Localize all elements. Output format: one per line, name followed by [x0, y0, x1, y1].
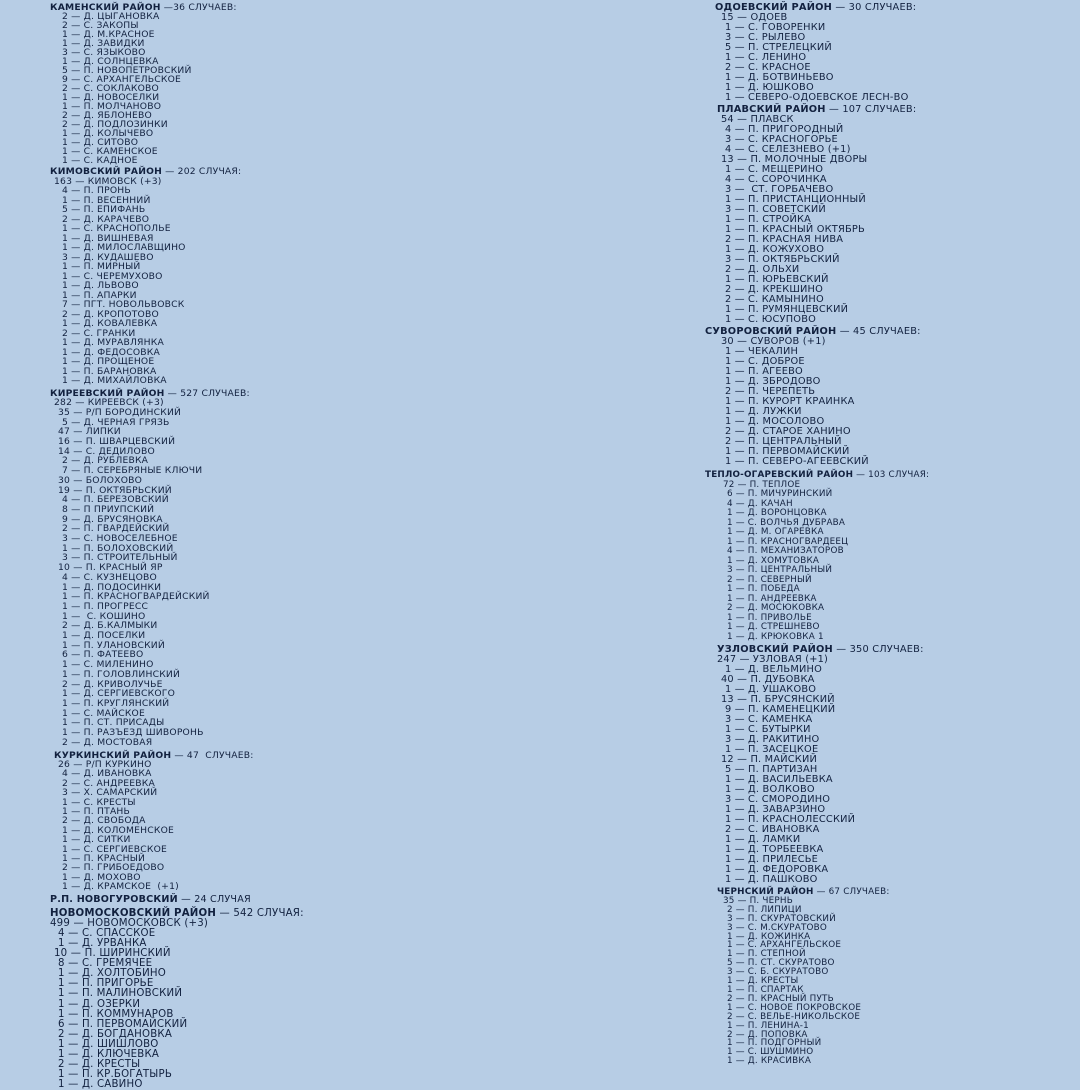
locality-line: 4 — Д. ИВАНОВКА — [62, 768, 152, 780]
locality-line: 1 — Д. ПРОЩЕНОЕ — [62, 356, 155, 367]
locality-line: 1 — Д. ПОСЕЛКИ — [62, 630, 146, 642]
locality-line: 2 — П. КРАСНАЯ НИВА — [725, 234, 844, 245]
locality-line: 1 — С. АРХАНГЕЛЬСКОЕ — [727, 940, 842, 951]
district-total: — 103 СЛУЧАЯ: — [853, 470, 930, 480]
locality-line: 3 — С. СМОРОДИНО — [725, 794, 831, 805]
locality-line: 3 — СТ. ГОРБАЧЕВО — [725, 184, 834, 195]
locality-line: 30 — СУВОРОВ (+1) — [721, 336, 826, 347]
locality-line: 1 — П. КРАСНОГВАРДЕЕЦ — [727, 536, 849, 547]
district-section — [705, 645, 1075, 885]
locality-line: 1 — С. МЕЩЕРИНО — [725, 164, 824, 175]
locality-line: 1 — Д. КЛЮЧЕВКА — [58, 1048, 160, 1060]
locality-line: 1 — Д. ХОМУТОВКА — [727, 555, 820, 566]
locality-line: 1 — Д. ЗБРОДОВО — [725, 376, 821, 387]
locality-line: 1 — Д. СЕРГИЕВСКОГО — [62, 688, 176, 700]
locality-line: 1 — Д. ФЕДОСОВКА — [62, 346, 160, 358]
district-section — [50, 167, 510, 386]
district-total: — 24 СЛУЧАЯ — [177, 893, 251, 905]
district-name: КИМОВСКИЙ РАЙОН — [50, 166, 163, 177]
locality-line: 2 — П. ЦЕНТРАЛЬНЫЙ — [725, 436, 842, 447]
locality-line: 1 — П. РАЗЪЕЗД ШИВОРОНЬ — [62, 727, 204, 739]
locality-line: 1 — С. КАДНОЕ — [62, 155, 138, 166]
locality-line: 5 — П. СТРЕЛЕЦКИЙ — [725, 42, 832, 53]
locality-line: 1 — П. КРАСНЫЙ ОКТЯБРЬ — [725, 224, 865, 235]
locality-line: 2 — Д. КРЕСТЫ — [58, 1058, 141, 1070]
district-total: — 30 СЛУЧАЕВ: — [832, 2, 917, 13]
locality-line: 1 — П. ПРИСТАНЦИОННЫЙ — [725, 194, 866, 205]
locality-line: 2 — Д. КАРАЧЕВО — [62, 213, 150, 225]
locality-line: 2 — Д. КРОПОТОВО — [62, 308, 159, 320]
locality-line: 1 — Д. ВИШНЕВАЯ — [62, 232, 154, 244]
locality-line: 5 — Д. ЧЕРНАЯ ГРЯЗЬ — [62, 416, 170, 428]
locality-line: 1 — Д. МОХОВО — [62, 871, 141, 883]
district-section — [50, 751, 510, 892]
district-name: КАМЕНСКИЙ РАЙОН — [50, 2, 161, 13]
locality-line: 1 — Д. ШИШЛОВО — [58, 1038, 159, 1050]
locality-line: 1 — Д. М. ОГАРЕВКА — [727, 527, 824, 537]
district-section — [50, 389, 510, 748]
locality-line: 1 — С. КАМЕНСКОЕ — [62, 146, 158, 157]
locality-line: 72 — П. ТЕПЛОЕ — [723, 479, 801, 490]
locality-line: 47 — ЛИПКИ — [58, 426, 121, 438]
locality-line: 2 — Д. КРЕКШИНО — [725, 284, 824, 295]
locality-line: 1 — С. ЧЕРЕМУХОВО — [62, 270, 163, 282]
locality-line: 12 — П. МАЙСКИЙ — [721, 754, 818, 765]
district-section — [705, 3, 1075, 103]
locality-line: 1 — СЕВЕРО-ОДОЕВСКОЕ ЛЕСН-ВО — [725, 92, 909, 103]
locality-line: 1 — Д. ТОРБЕЕВКА — [725, 844, 824, 855]
locality-line: 4 — П. БЕРЕЗОВСКИЙ — [62, 494, 169, 506]
district-total: — 45 СЛУЧАЕВ: — [836, 326, 921, 337]
district-total: —36 СЛУЧАЕВ: — [160, 2, 237, 13]
locality-line: 1 — С. ЛЕНИНО — [725, 52, 807, 63]
locality-line: 1 — П. СПАРТАК — [727, 984, 804, 995]
district-name: ТЕПЛО-ОГАРЕВСКИЙ РАЙОН — [705, 470, 854, 480]
locality-line: 1 — С. МИЛЕНИНО — [62, 659, 154, 671]
district-section — [705, 327, 1075, 467]
locality-line: 1 — Д. КОЛЫЧЕВО — [62, 128, 154, 139]
locality-line: 1 — С. ШУШМИНО — [727, 1047, 814, 1058]
locality-line: 6 — П. МИЧУРИНСКИЙ — [727, 489, 833, 499]
district-name: УЗЛОВСКИЙ РАЙОН — [717, 644, 833, 655]
locality-line: 1 — Д. КОЖУХОВО — [725, 244, 825, 255]
locality-line: 3 — С. М.СКУРАТОВО — [727, 922, 828, 933]
locality-line: 4 — П. ПРОНЬ — [62, 185, 131, 196]
locality-line: 1 — П. ПЕРВОМАЙСКИЙ — [725, 446, 850, 457]
locality-line: 3 — С. Б. СКУРАТОВО — [727, 967, 829, 978]
locality-line: 1 — Д. ПАШКОВО — [725, 874, 818, 885]
locality-line: 1 — Д. ЗАВИДКИ — [62, 38, 145, 49]
locality-line: 2 — П. СЕВЕРНЫЙ — [727, 574, 812, 585]
locality-line: 1 — П. ГОЛОВЛИНСКИЙ — [62, 668, 181, 680]
locality-line: 1 — П. ПРИВОЛЬЕ — [727, 612, 812, 623]
locality-line: 1 — П. КРУГЛЯНСКИЙ — [62, 698, 170, 709]
locality-line: 1 — П. АНДРЕЕВКА — [727, 593, 817, 604]
locality-line: 5 — П. ПАРТИЗАН — [725, 764, 818, 775]
locality-line: 1 — Д. КОЖИНКА — [727, 931, 811, 942]
district-name: КУРКИНСКИЙ РАЙОН — [54, 749, 172, 761]
locality-line: 1 — Д. ПОДОСИНКИ — [62, 581, 162, 593]
locality-line: 1 — П. ВЕСЕННИЙ — [62, 194, 151, 206]
locality-line: 8 — С. ГРЕМЯЧЕЕ — [58, 958, 153, 970]
locality-line: 4 — П. ПРИГОРОДНЫЙ — [725, 124, 844, 135]
locality-line: 4 — С. СПАССКОЕ — [58, 928, 156, 940]
district-total: — 527 СЛУЧАЕВ: — [164, 387, 250, 399]
locality-line: 1 — Д. ВАСИЛЬЕВКА — [725, 774, 833, 785]
locality-line: 1 — П. МАЛИНОВСКИЙ — [58, 988, 183, 1000]
locality-line: 10 — П. ШИРИНСКИЙ — [54, 948, 171, 960]
locality-line: 3 — С. КРАСНОГОРЬЕ — [725, 134, 838, 145]
locality-line: 3 — П. СОВЕТСКИЙ — [725, 204, 826, 215]
locality-line: 1 — Д. СИТКИ — [62, 834, 131, 846]
locality-line: 1 — Д. КРАСИВКА — [727, 1056, 812, 1067]
locality-line: 13 — П. МОЛОЧНЫЕ ДВОРЫ — [721, 154, 868, 165]
locality-line: 1 — П. АГЕЕВО — [725, 366, 803, 377]
locality-line: 2 — П. ГРИБОЕДОВО — [62, 862, 165, 874]
locality-line: 1 — Д. СОЛНЦЕВКА — [62, 56, 159, 67]
locality-line: 3 — Д. КУДАШЕВО — [62, 251, 154, 263]
locality-line: 3 — Х. САМАРСКИЙ — [62, 787, 158, 799]
locality-line: 1 — П. МОЛЧАНОВО — [62, 101, 162, 112]
locality-line: 4 — С. СЕЛЕЗНЕВО (+1) — [725, 144, 851, 155]
district-section — [705, 471, 1075, 642]
locality-line: 3 — С. КАМЕНКА — [725, 714, 813, 725]
district-name: ЧЕРНСКИЙ РАЙОН — [717, 887, 814, 897]
locality-line: 1 — П. АПАРКИ — [62, 289, 137, 301]
locality-line: 4 — П. МЕХАНИЗАТОРОВ — [727, 546, 844, 556]
district-total: — 107 СЛУЧАЕВ: — [825, 104, 917, 115]
district-name: Р.П. НОВОГУРОВСКИЙ — [50, 893, 178, 905]
locality-line: 26 — Р/П КУРКИНО — [58, 758, 152, 770]
locality-line: 1 — П. КРАСНЫЙ — [62, 852, 146, 864]
locality-line: 1 — Д. КРЕСТЫ — [727, 976, 799, 987]
locality-line: 1 — Д. МУРАВЛЯНКА — [62, 337, 164, 348]
locality-line: 2 — П. ЧЕРЕПЕТЬ — [725, 386, 816, 397]
locality-line: 2 — С. АНДРЕЕВКА — [62, 777, 155, 789]
district-name: ОДОЕВСКИЙ РАЙОН — [715, 2, 833, 13]
locality-line: 1 — П. ПРОГРЕСС — [62, 600, 149, 612]
locality-line: 1 — Д. БОТВИНЬЕВО — [725, 72, 834, 83]
locality-line: 1 — Д. ФЕДОРОВКА — [725, 864, 829, 875]
locality-line: 4 — С. КУЗНЕЦОВО — [62, 571, 157, 583]
locality-line: 1 — Д. ВОЛКОВО — [725, 784, 815, 795]
locality-line: 1 — С. КРАСНОПОЛЬЕ — [62, 223, 171, 234]
locality-line: 2 — С. СОКЛАКОВО — [62, 83, 159, 94]
locality-line: 2 — Д. ЦЫГАНОВКА — [62, 11, 160, 22]
district-section — [705, 888, 1075, 1066]
locality-line: 1 — Д. ЗАВАРЗИНО — [725, 804, 826, 815]
district-total: — 542 СЛУЧАЯ: — [216, 908, 304, 920]
locality-line: 1 — П. КР.БОГАТЫРЬ — [58, 1068, 173, 1080]
locality-line: 1 — П. РУМЯНЦЕВСКИЙ — [725, 304, 849, 315]
locality-line: 1 — С. БУТЫРКИ — [725, 724, 811, 735]
locality-line: 2 — Д. СВОБОДА — [62, 815, 146, 827]
locality-line: 1 — Д. М.КРАСНОЕ — [62, 29, 155, 40]
locality-line: 6 — П. ПЕРВОМАЙСКИЙ — [58, 1018, 188, 1030]
locality-line: 1 — С. ДОБРОЕ — [725, 356, 805, 367]
locality-line: 2 — Д. ОЛЬХИ — [725, 264, 800, 275]
locality-line: 7 — П. СЕРЕБРЯНЫЕ КЛЮЧИ — [62, 465, 203, 477]
locality-line: 5 — П. ЕПИФАНЬ — [62, 204, 146, 215]
left-column — [50, 3, 510, 1090]
locality-line: 1 — Д. МИЛОСЛАВЩИНО — [62, 242, 186, 253]
locality-line: 247 — УЗЛОВАЯ (+1) — [717, 654, 829, 665]
locality-line: 30 — БОЛОХОВО — [58, 474, 143, 486]
locality-line: 3 — П. СКУРАТОВСКИЙ — [727, 913, 836, 924]
locality-line: 1 — П. ЮРЬЕВСКИЙ — [725, 274, 829, 285]
locality-line: 9 — П. КАМЕНЕЦКИЙ — [725, 704, 836, 715]
locality-line: 1 — П. БАРАНОВКА — [62, 365, 157, 377]
locality-line: 2 — Д. КРИВОЛУЧЬЕ — [62, 678, 163, 690]
district-section — [50, 3, 510, 165]
locality-line: 1 — Д. САВИНО — [58, 1078, 143, 1090]
locality-line: 2 — С. КАМЫНИНО — [725, 294, 824, 305]
locality-line: 2 — С. ИВАНОВКА — [725, 824, 820, 835]
locality-line: 1 — Д. КОЛОМЕНСКОЕ — [62, 824, 175, 836]
locality-line: 2 — Д. ЯБЛОНЕВО — [62, 110, 152, 121]
locality-line: 1 — Д. ВОРОНЦОВКА — [727, 508, 827, 518]
locality-line: 282 — КИРЕЕВСК (+3) — [54, 397, 164, 409]
district-total: — 67 СЛУЧАЕВ: — [813, 887, 890, 897]
right-column — [705, 3, 1075, 1066]
locality-line: 1 — Д. МОСОЛОВО — [725, 416, 825, 427]
district-name: ПЛАВСКИЙ РАЙОН — [717, 104, 826, 115]
locality-line: 2 — Д. МОСТОВАЯ — [62, 736, 153, 748]
district-total: — 47 СЛУЧАЕВ: — [171, 749, 254, 761]
locality-line: 1 — П. СТ. ПРИСАДЫ — [62, 717, 165, 729]
locality-line: 1 — П. ЗАСЕЦКОЕ — [725, 744, 819, 755]
locality-line: 1 — П. ЛЕНИНА-1 — [727, 1020, 809, 1031]
locality-line: 1 — Д. НОВОСЕЛКИ — [62, 92, 160, 103]
locality-line: 1 — Д. ЛАМКИ — [725, 834, 801, 845]
locality-line: 3 — С. РЫЛЕВО — [725, 32, 806, 43]
locality-line: 9 — Д. БРУСЯНОВКА — [62, 513, 163, 525]
locality-line: 163 — КИМОВСК (+3) — [54, 175, 162, 187]
locality-line: 1 — Д. ХОЛТОБИНО — [58, 968, 166, 980]
locality-line: 1 — С. НОВОЕ ПОКРОВСКОЕ — [727, 1002, 862, 1013]
locality-line: 1 — Д. ОЗЕРКИ — [58, 998, 141, 1010]
locality-line: 9 — С. АРХАНГЕЛЬСКОЕ — [62, 74, 182, 85]
locality-line: 3 — П. ОКТЯБРЬСКИЙ — [725, 254, 840, 265]
locality-line: 1 — П. МИРНЫЙ — [62, 261, 141, 272]
locality-line: 1 — Д. МИХАЙЛОВКА — [62, 375, 167, 386]
locality-line: 2 — С. КРАСНОЕ — [725, 62, 811, 73]
locality-line: 1 — С. ЮСУПОВО — [725, 314, 817, 325]
locality-line: 5 — П. НОВОПЕТРОВСКИЙ — [62, 65, 192, 76]
locality-line: 1 — П. БОЛОХОВСКИЙ — [62, 542, 174, 554]
locality-line: 1 — П. ПОДГОРНЫЙ — [727, 1038, 822, 1049]
locality-line: 4 — С. СОРОЧИНКА — [725, 174, 827, 185]
district-name: СУВОРОВСКИЙ РАЙОН — [705, 326, 837, 337]
locality-line: 35 — Р/П БОРОДИНСКИЙ — [58, 406, 182, 418]
district-heading — [50, 894, 510, 906]
locality-line: 2 — С. ВЕЛЬЕ-НИКОЛЬСКОЕ — [727, 1011, 861, 1022]
locality-line: 2 — Д. ПОПОВКА — [727, 1029, 808, 1040]
locality-line: 1 — С. ГОВОРЕНКИ — [725, 22, 826, 33]
district-name: НОВОМОСКОВСКИЙ РАЙОН — [50, 908, 217, 920]
locality-line: 1 — С. СЕРГИЕВСКОЕ — [62, 843, 168, 855]
locality-line: 1 — П. ПРИГОРЬЕ — [58, 978, 154, 990]
locality-line: 1 — С. ВОЛЧЬЯ ДУБРАВА — [727, 517, 846, 528]
locality-line: 1 — П. КРАСНОГВАРДЕЙСКИЙ — [62, 591, 210, 603]
locality-line: 1 — С. КРЕСТЫ — [62, 796, 136, 808]
locality-line: 5 — П. СТ. СКУРАТОВО — [727, 958, 835, 969]
district-section — [705, 105, 1075, 325]
locality-line: 1 — Д. СТРЕШНЕВО — [727, 622, 820, 632]
locality-line: 2 — Д. ПОДЛОЗИНКИ — [62, 119, 168, 130]
locality-line: 13 — П. БРУСЯНСКИЙ — [721, 694, 835, 705]
locality-line: 1 — П. КРАСНОЛЕССКИЙ — [725, 814, 856, 825]
locality-line: 2 — П. ГВАРДЕЙСКИЙ — [62, 523, 170, 535]
locality-line: 3 — С. НОВОСЕЛЕБНОЕ — [62, 533, 178, 545]
locality-line: 1 — Д. СИТОВО — [62, 137, 139, 148]
locality-line: 1 — П. СЕВЕРО-АГЕЕВСКИЙ — [725, 456, 869, 467]
locality-line: 1 — П. КОММУНАРОВ — [58, 1008, 174, 1020]
locality-line: 2 — С. ГРАНКИ — [62, 327, 136, 339]
locality-line: 1 — Д. ЛЬВОВО — [62, 280, 139, 291]
locality-line: 3 — П. ЦЕНТРАЛЬНЫЙ — [727, 565, 833, 575]
locality-line: 1 — Д. ВЕЛЬМИНО — [725, 664, 822, 675]
locality-line: 1 — С. КОШИНО — [62, 610, 146, 622]
locality-line: 1 — П. СТРОЙКА — [725, 214, 812, 225]
locality-line: 16 — П. ШВАРЦЕВСКИЙ — [58, 436, 176, 448]
locality-line: 1 — ЧЕКАЛИН — [725, 346, 799, 357]
locality-line: 3 — Д. РАКИТИНО — [725, 734, 820, 745]
locality-line: 2 — Д. СТАРОЕ ХАНИНО — [725, 426, 851, 437]
district-name: КИРЕЕВСКИЙ РАЙОН — [50, 387, 165, 399]
locality-line: 15 — ОДОЕВ — [721, 12, 788, 23]
locality-line: 2 — Д. РУБЛЕВКА — [62, 455, 149, 467]
locality-line: 40 — П. ДУБОВКА — [721, 674, 815, 685]
locality-line: 2 — П. ЛИПИЦИ — [727, 904, 802, 915]
locality-line: 10 — П. КРАСНЫЙ ЯР — [58, 562, 163, 574]
locality-line: 2 — П. КРАСНЫЙ ПУТЬ — [727, 993, 834, 1004]
locality-line: 35 — П. ЧЕРНЬ — [723, 895, 793, 906]
locality-line: 3 — П. СТРОИТЕЛЬНЫЙ — [62, 552, 178, 564]
locality-line: 19 — П. ОКТЯБРЬСКИЙ — [58, 484, 172, 496]
locality-line: 6 — П. ФАТЕЕВО — [62, 649, 144, 661]
district-total: — 350 СЛУЧАЕВ: — [832, 644, 924, 655]
locality-line: 1 — С. МАЙСКОЕ — [62, 707, 145, 719]
locality-line: 2 — С. ЗАКОПЫ — [62, 20, 139, 31]
district-section — [50, 894, 510, 906]
locality-line: 1 — Д. ПРИЛЕСЬЕ — [725, 854, 819, 865]
district-section — [50, 909, 510, 1090]
locality-line: 7 — ПГТ. НОВОЛЬВОВСК — [62, 299, 185, 310]
locality-line: 1 — П. ПТАНЬ — [62, 805, 131, 817]
locality-line: 1 — Д. КРЮКОВКА 1 — [727, 631, 824, 642]
locality-line: 1 — Д. ЛУЖКИ — [725, 406, 802, 417]
locality-line: 2 — Д. БОГДАНОВКА — [58, 1028, 172, 1040]
locality-line: 1 — Д. ЮШКОВО — [725, 82, 814, 93]
locality-line: 1 — П. КУРОРТ КРАИНКА — [725, 396, 855, 407]
locality-line: 54 — ПЛАВСК — [721, 114, 794, 125]
locality-line: 4 — Д. КАЧАН — [727, 498, 793, 509]
locality-line: 8 — П ПРИУПСКИЙ — [62, 503, 155, 515]
locality-line: 2 — Д. Б.КАЛМЫКИ — [62, 620, 158, 632]
locality-line: 14 — С. ДЕДИЛОВО — [58, 445, 155, 457]
locality-line: 1 — Д. УРВАНКА — [58, 938, 147, 950]
locality-line: 499 — НОВОМОСКОВСК (+3) — [50, 918, 209, 930]
locality-line: 2 — Д. МОСЮКОВКА — [727, 603, 825, 613]
locality-line: 1 — Д. УШАКОВО — [725, 684, 817, 695]
locality-line: 1 — П. ПОБЕДА — [727, 584, 800, 594]
locality-line: 1 — Д. КРАМСКОЕ (+1) — [62, 881, 179, 893]
locality-line: 3 — С. ЯЗЫКОВО — [62, 47, 146, 58]
locality-line: 1 — Д. КОВАЛЕВКА — [62, 318, 158, 329]
locality-line: 1 — П. СТЕПНОЙ — [727, 949, 806, 960]
district-total: — 202 СЛУЧАЯ: — [162, 166, 242, 177]
locality-line: 1 — П. УЛАНОВСКИЙ — [62, 639, 165, 651]
